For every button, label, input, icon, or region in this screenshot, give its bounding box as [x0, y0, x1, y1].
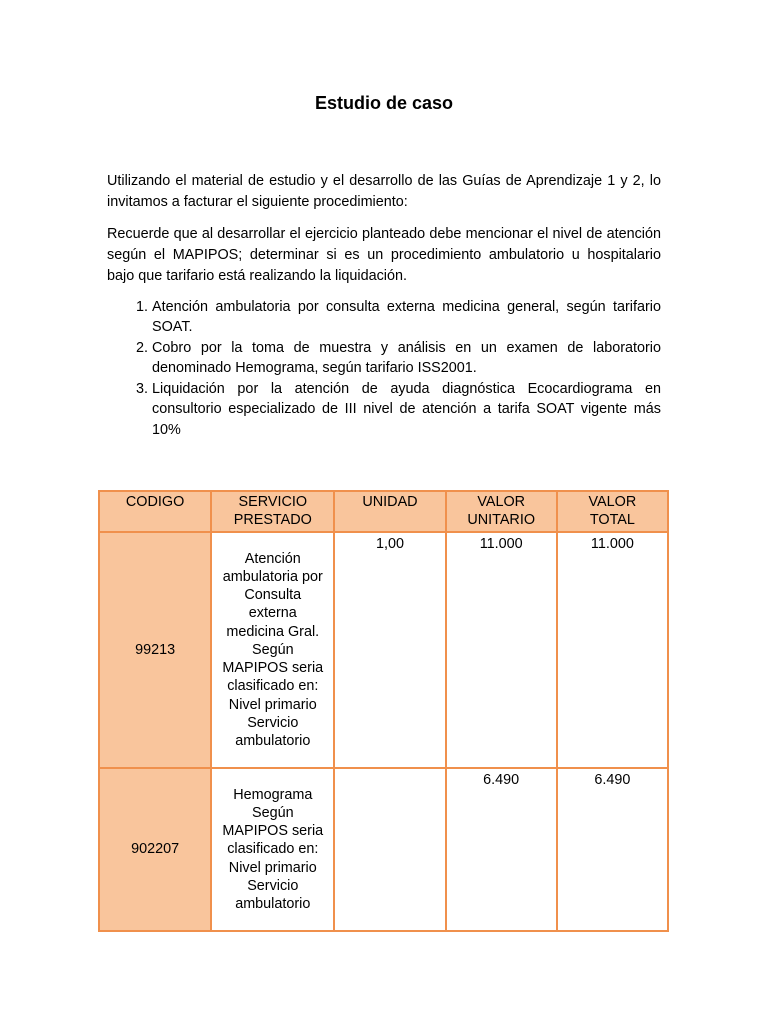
- task-item: 1. Atención ambulatoria por consulta externa medicina general, según tarifario SOAT.: [152, 297, 661, 338]
- cell-codigo: 902207: [99, 768, 211, 931]
- cell-valor-unitario: 6.490: [446, 768, 557, 931]
- cell-valor-total: 6.490: [557, 768, 668, 931]
- header-codigo: CODIGO: [99, 491, 211, 532]
- table-header-row: [99, 491, 668, 532]
- cell-codigo: 99213: [99, 532, 211, 768]
- cell-servicio: Hemograma Según MAPIPOS seria clasificado en: Nivel primario Servicio ambulatorio: [211, 768, 334, 931]
- table-row: [99, 532, 668, 768]
- cell-valor-unitario: 11.000: [446, 532, 557, 768]
- task-item: 2. Cobro por la toma de muestra y análisis en un examen de laboratorio denominado Hemograma, según tarifario ISS2001.: [152, 338, 661, 379]
- task-item: 3. Liquidación por la atención de ayuda diagnóstica Ecocardiograma en consultorio especializado de III nivel de atención a tarifa SOAT vigente más 10%: [152, 379, 661, 440]
- header-valor-total: VALOR TOTAL: [557, 491, 668, 532]
- cell-valor-total: 11.000: [557, 532, 668, 768]
- cell-unidad: [334, 768, 445, 931]
- instructions-paragraph: Recuerde que al desarrollar el ejercicio planteado debe mencionar el nivel de atención según el MAPIPOS; determinar si es un procedimiento ambulatorio u hospitalario bajo que tarifario está realizando la liquidación.: [107, 226, 673, 284]
- intro-paragraph: Utilizando el material de estudio y el desarrollo de las Guías de Aprendizaje 1 y 2, lo invitamos a facturar el siguiente procedimiento:: [107, 173, 665, 210]
- page-title: Estudio de caso: [314, 93, 454, 113]
- billing-table: [98, 490, 669, 932]
- header-valor-unitario: VALOR UNITARIO: [446, 491, 557, 532]
- header-servicio-prestado: SERVICIO PRESTADO: [211, 491, 334, 532]
- cell-servicio: Atención ambulatoria por Consulta externa medicina Gral. Según MAPIPOS seria clasificado en: Nivel primario Servicio ambulatorio: [211, 532, 334, 768]
- table-row: [99, 768, 668, 931]
- task-list: [107, 297, 661, 441]
- cell-unidad: 1,00: [334, 532, 445, 768]
- header-unidad: UNIDAD: [334, 491, 445, 532]
